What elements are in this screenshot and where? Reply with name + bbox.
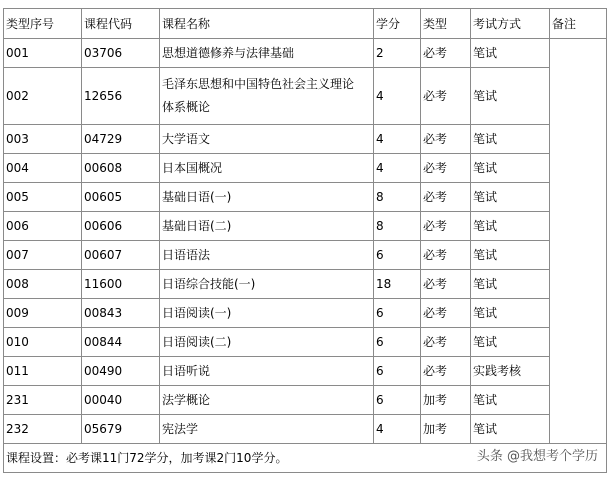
cell-exam: 笔试 xyxy=(471,125,550,154)
cell-type: 必考 xyxy=(421,357,471,386)
header-row xyxy=(4,9,607,39)
cell-code: 00843 xyxy=(82,299,160,328)
table-row xyxy=(4,357,607,386)
cell-seq: 001 xyxy=(4,39,82,68)
cell-credit: 6 xyxy=(374,328,421,357)
cell-code: 00490 xyxy=(82,357,160,386)
cell-credit: 6 xyxy=(374,357,421,386)
cell-remark xyxy=(550,39,607,444)
cell-credit: 6 xyxy=(374,386,421,415)
cell-exam: 实践考核 xyxy=(471,357,550,386)
cell-type: 必考 xyxy=(421,270,471,299)
table-row xyxy=(4,270,607,299)
cell-name: 思想道德修养与法律基础 xyxy=(160,39,374,68)
cell-code: 03706 xyxy=(82,39,160,68)
header-remark: 备注 xyxy=(550,9,607,39)
cell-name: 日语阅读(一) xyxy=(160,299,374,328)
cell-code: 12656 xyxy=(82,68,160,125)
cell-name: 日语语法 xyxy=(160,241,374,270)
cell-credit: 4 xyxy=(374,415,421,444)
cell-type: 加考 xyxy=(421,386,471,415)
table-row xyxy=(4,299,607,328)
cell-seq: 005 xyxy=(4,183,82,212)
cell-credit: 6 xyxy=(374,299,421,328)
header-seq: 类型序号 xyxy=(4,9,82,39)
cell-seq: 009 xyxy=(4,299,82,328)
cell-credit: 8 xyxy=(374,183,421,212)
cell-name: 基础日语(一) xyxy=(160,183,374,212)
cell-credit: 4 xyxy=(374,125,421,154)
cell-seq: 011 xyxy=(4,357,82,386)
cell-type: 必考 xyxy=(421,183,471,212)
header-credit: 学分 xyxy=(374,9,421,39)
cell-type: 必考 xyxy=(421,39,471,68)
cell-type: 必考 xyxy=(421,328,471,357)
table-row xyxy=(4,212,607,241)
cell-exam: 笔试 xyxy=(471,212,550,241)
cell-code: 04729 xyxy=(82,125,160,154)
cell-name: 大学语文 xyxy=(160,125,374,154)
cell-credit: 8 xyxy=(374,212,421,241)
cell-exam: 笔试 xyxy=(471,386,550,415)
cell-seq: 008 xyxy=(4,270,82,299)
cell-exam: 笔试 xyxy=(471,328,550,357)
cell-credit: 4 xyxy=(374,68,421,125)
cell-exam: 笔试 xyxy=(471,68,550,125)
cell-name-line: 体系概论 xyxy=(162,100,211,114)
cell-name: 基础日语(二) xyxy=(160,212,374,241)
cell-code: 00608 xyxy=(82,154,160,183)
watermark: 头条 @我想考个学历 xyxy=(476,449,598,464)
table-row xyxy=(4,328,607,357)
cell-credit: 4 xyxy=(374,154,421,183)
cell-type: 必考 xyxy=(421,241,471,270)
cell-code: 00844 xyxy=(82,328,160,357)
footer-row xyxy=(4,444,607,473)
cell-code: 00607 xyxy=(82,241,160,270)
cell-name: 日本国概况 xyxy=(160,154,374,183)
cell-name xyxy=(160,68,374,125)
cell-seq: 232 xyxy=(4,415,82,444)
cell-exam: 笔试 xyxy=(471,39,550,68)
cell-seq: 231 xyxy=(4,386,82,415)
cell-name: 日语听说 xyxy=(160,357,374,386)
cell-name-line: 毛泽东思想和中国特色社会主义理论 xyxy=(162,77,355,91)
cell-name: 日语综合技能(一) xyxy=(160,270,374,299)
cell-code: 00606 xyxy=(82,212,160,241)
header-name: 课程名称 xyxy=(160,9,374,39)
cell-code: 11600 xyxy=(82,270,160,299)
cell-type: 必考 xyxy=(421,68,471,125)
table-row xyxy=(4,415,607,444)
cell-code: 05679 xyxy=(82,415,160,444)
cell-exam: 笔试 xyxy=(471,299,550,328)
cell-type: 加考 xyxy=(421,415,471,444)
header-type: 类型 xyxy=(421,9,471,39)
table-row xyxy=(4,154,607,183)
cell-exam: 笔试 xyxy=(471,415,550,444)
cell-seq: 002 xyxy=(4,68,82,125)
cell-seq: 006 xyxy=(4,212,82,241)
cell-name: 宪法学 xyxy=(160,415,374,444)
cell-type: 必考 xyxy=(421,299,471,328)
cell-code: 00040 xyxy=(82,386,160,415)
table-row xyxy=(4,386,607,415)
header-code: 课程代码 xyxy=(82,9,160,39)
footer-note: 课程设置：必考课11门72学分，加考课2门10学分。 xyxy=(6,451,288,465)
footer-cell xyxy=(4,444,607,473)
cell-type: 必考 xyxy=(421,154,471,183)
cell-exam: 笔试 xyxy=(471,183,550,212)
cell-credit: 6 xyxy=(374,241,421,270)
cell-seq: 003 xyxy=(4,125,82,154)
table-row xyxy=(4,183,607,212)
cell-seq: 010 xyxy=(4,328,82,357)
course-table xyxy=(3,8,607,473)
table-row xyxy=(4,68,607,125)
cell-code: 00605 xyxy=(82,183,160,212)
cell-exam: 笔试 xyxy=(471,270,550,299)
cell-credit: 18 xyxy=(374,270,421,299)
header-exam: 考试方式 xyxy=(471,9,550,39)
table-row xyxy=(4,241,607,270)
cell-type: 必考 xyxy=(421,125,471,154)
cell-name: 法学概论 xyxy=(160,386,374,415)
cell-credit: 2 xyxy=(374,39,421,68)
table-row xyxy=(4,39,607,68)
cell-type: 必考 xyxy=(421,212,471,241)
cell-seq: 004 xyxy=(4,154,82,183)
cell-exam: 笔试 xyxy=(471,241,550,270)
cell-name: 日语阅读(二) xyxy=(160,328,374,357)
table-row xyxy=(4,125,607,154)
cell-exam: 笔试 xyxy=(471,154,550,183)
cell-seq: 007 xyxy=(4,241,82,270)
